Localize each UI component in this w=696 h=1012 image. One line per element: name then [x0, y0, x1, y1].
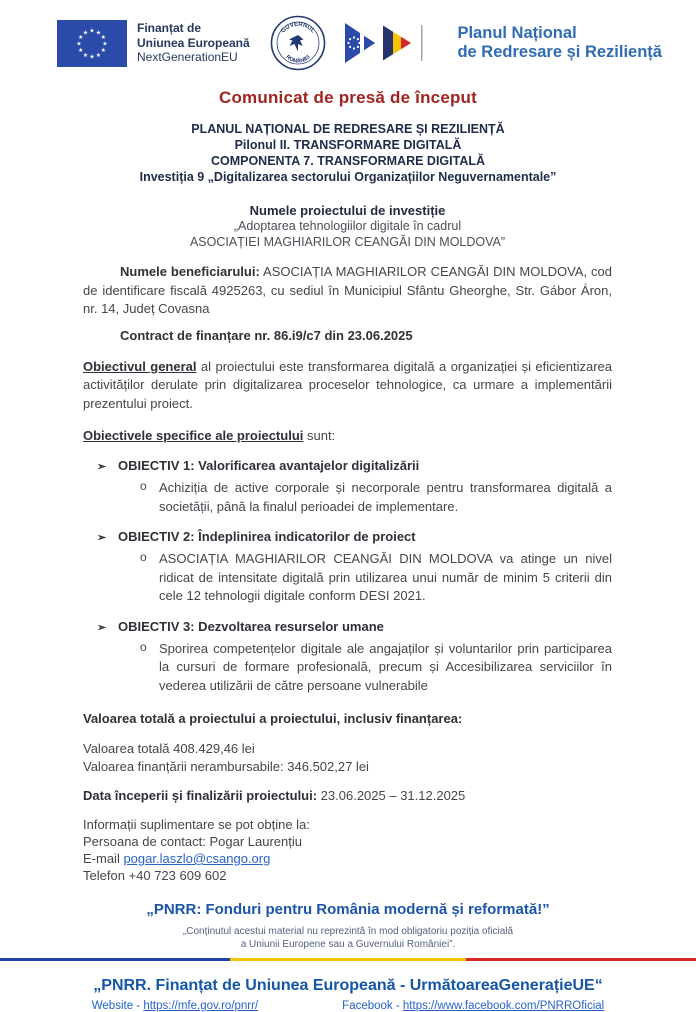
- website-label: Website -: [91, 1000, 144, 1012]
- objective-2-title: OBIECTIV 2: Îndeplinirea indicatorilor de proiect: [118, 529, 416, 544]
- contact-info-line: Informații suplimentare se pot obține la:: [83, 817, 310, 832]
- project-name-line1: „Adoptarea tehnologiilor digitale în cadrul: [233, 219, 462, 233]
- objectives-heading-suffix: sunt:: [303, 428, 336, 443]
- svg-text:★: ★: [95, 29, 102, 36]
- page-title: Comunicat de presă de început: [218, 88, 478, 107]
- pnrr-caption-line2: de Redresare și Reziliență: [457, 43, 662, 61]
- seal-bottom-text: ROMÂNIEI: [284, 54, 312, 65]
- objective-1-title: OBIECTIV 1: Valorificarea avantajelor digitalizării: [118, 458, 420, 473]
- tricolor-yellow-segment: [230, 958, 467, 961]
- eu-funded-logo: [57, 20, 250, 67]
- eu-flag-icon: [57, 20, 127, 67]
- tricolor-red-segment: [466, 958, 696, 961]
- project-dates-value: 23.06.2025 – 31.12.2025: [317, 788, 466, 803]
- program-line-4: Investiția 9 „Digitalizarea sectorului Organizațiilor Neguvernamentale”: [139, 170, 557, 184]
- document-body: [0, 202, 696, 884]
- email-link[interactable]: pogar.laszlo@csango.org: [123, 851, 271, 866]
- objective-3-title: OBIECTIV 3: Dezvoltarea resurselor umane: [118, 618, 384, 634]
- eu-caption-line2: Uniunea Europeană: [137, 35, 250, 50]
- svg-text:★: ★: [78, 47, 84, 54]
- circle-bullet-icon: o: [140, 550, 147, 564]
- eu-logo-caption: [137, 21, 250, 65]
- eu-caption-line1: Finanțat de: [137, 21, 202, 36]
- beneficiary-label: Numele beneficiarului:: [120, 264, 260, 279]
- arrow-bullet-icon: ➢: [97, 461, 107, 473]
- objective-general-label: Obiectivul general: [83, 358, 197, 374]
- program-line-1: PLANUL NAȚIONAL DE REDRESARE ȘI REZILIENȚĂ: [191, 122, 505, 136]
- contract-line: Contract de finanțare nr. 86.i9/c7 din 23.06.2025: [120, 327, 413, 343]
- objectives-heading: [83, 427, 612, 445]
- total-value-line: Valoarea totală 408.429,46 lei: [83, 741, 255, 756]
- footer-links: [0, 1000, 696, 1012]
- arrow-bullet-icon: ➢: [97, 532, 107, 544]
- svg-text:★: ★: [100, 34, 106, 41]
- eu-caption-line3: NextGenerationEU: [137, 50, 238, 65]
- total-value-heading: Valoarea totală a proiectului a proiectului, inclusiv finanțarea:: [83, 711, 463, 726]
- tricolor-divider: [0, 958, 696, 961]
- project-name-line2: ASOCIAȚIEI MAGHIARILOR CEANGĂI DIN MOLDOVA”: [189, 234, 506, 249]
- svg-text:★: ★: [95, 52, 102, 59]
- objectives-heading-label: Obiectivele specifice ale proiectului: [83, 428, 304, 443]
- disclaimer-line1: „Conținutul acestui material nu reprezintă în mod obligatoriu poziția oficială: [182, 926, 514, 937]
- objective-item-2: [83, 528, 612, 606]
- objective-1-detail: Achiziția de active corporale și necorporale pentru transformarea digitală a societății, până la finalul perioadei de implementare.: [159, 480, 612, 514]
- website-line: [92, 1000, 258, 1012]
- beneficiary-paragraph: [83, 263, 612, 319]
- objective-item-3: [83, 618, 612, 696]
- svg-text:★: ★: [82, 29, 89, 36]
- seal-top-text: GUVERNUL: [279, 21, 316, 35]
- project-name-block: [83, 202, 612, 250]
- svg-text:★: ★: [82, 52, 89, 59]
- pnrr-logo-caption: [457, 24, 662, 62]
- tricolor-blue-segment: [0, 958, 230, 961]
- email-line: [83, 850, 612, 867]
- pnrr-arrows-icon: [345, 21, 449, 65]
- facebook-label: Facebook -: [342, 1000, 403, 1012]
- objective-item-1: [83, 457, 612, 516]
- facebook-line: [342, 1000, 604, 1012]
- objective-3-detail: Sporirea competențelor digitale ale angajaților și voluntarilor prin participarea la cursuri de formare profesională, precum și Accesibilizarea serviciilor în vederea utilizării de către persoane vulnerabile: [159, 640, 612, 693]
- romanian-government-seal-icon: [270, 15, 326, 71]
- svg-text:★: ★: [89, 28, 95, 35]
- facebook-link[interactable]: https://www.facebook.com/PNRROficial: [402, 1000, 605, 1012]
- project-name-heading: Numele proiectului de investiție: [249, 203, 446, 218]
- pnrr-caption-line1: Planul Național: [457, 24, 577, 42]
- grant-value-line: Valoarea finanțării nerambursabile: 346.502,27 lei: [83, 759, 369, 774]
- project-dates-label: Data începerii și finalizării proiectului:: [83, 788, 318, 803]
- phone-line: Telefon +40 723 609 602: [83, 868, 227, 883]
- arrow-bullet-icon: ➢: [97, 621, 107, 634]
- pnrr-logo: [345, 21, 662, 65]
- circle-bullet-icon: o: [140, 479, 147, 493]
- values-block: [83, 740, 612, 775]
- program-line-2: Pilonul II. TRANSFORMARE DIGITALĂ: [234, 138, 462, 152]
- program-heading-block: [0, 121, 696, 185]
- footer-title: „PNRR. Finanțat de Uniunea Europeană - UrmătoareaGenerațieUE“: [93, 977, 603, 994]
- objectives-list: [83, 457, 612, 695]
- objective-2-detail: ASOCIAȚIA MAGHIARILOR CEANGĂI DIN MOLDOVA va atinge un nivel ridicat de intensitate digitală prin utilizarea unui număr de minim 5 criterii din cele 12 tehnologii digitale conform DESI 2021.: [159, 551, 612, 603]
- svg-text:★: ★: [78, 34, 84, 41]
- objective-general-text: al proiectului este transformarea digitală a organizației și eficientizarea activităților derulate prin digitalizarea proceselor tehnologice, ca urmare a implementării prezentului proiect.: [83, 358, 612, 411]
- project-dates-line: [83, 787, 612, 805]
- circle-bullet-icon: o: [140, 639, 147, 654]
- pnrr-slogan: „PNRR: Fonduri pentru România modernă și reformată!”: [146, 901, 550, 918]
- disclaimer-text: [0, 925, 696, 951]
- svg-text:★: ★: [76, 41, 82, 48]
- contact-block: [83, 816, 612, 884]
- email-label: E-mail: [83, 851, 124, 866]
- contact-person-line: Persoana de contact: Pogar Laurențiu: [83, 834, 302, 849]
- header-logos: [0, 0, 696, 74]
- beneficiary-text: ASOCIAȚIA MAGHIARILOR CEANGĂI DIN MOLDOVA, cod de identificare fiscală 4925263, cu sediul în Municipiul Sfântu Gheorghe, Str. Gábor Áron, nr. 14, Județ Covasna: [83, 264, 613, 316]
- website-link[interactable]: https://mfe.gov.ro/pnrr/: [143, 1000, 259, 1012]
- svg-text:★: ★: [102, 41, 108, 48]
- objective-general-paragraph: [83, 358, 612, 414]
- program-line-3: COMPONENTA 7. TRANSFORMARE DIGITALĂ: [210, 154, 486, 168]
- svg-text:★: ★: [100, 47, 106, 54]
- svg-text:★: ★: [89, 54, 95, 61]
- disclaimer-line2: a Uniunii Europene sau a Guvernului României”.: [240, 939, 456, 950]
